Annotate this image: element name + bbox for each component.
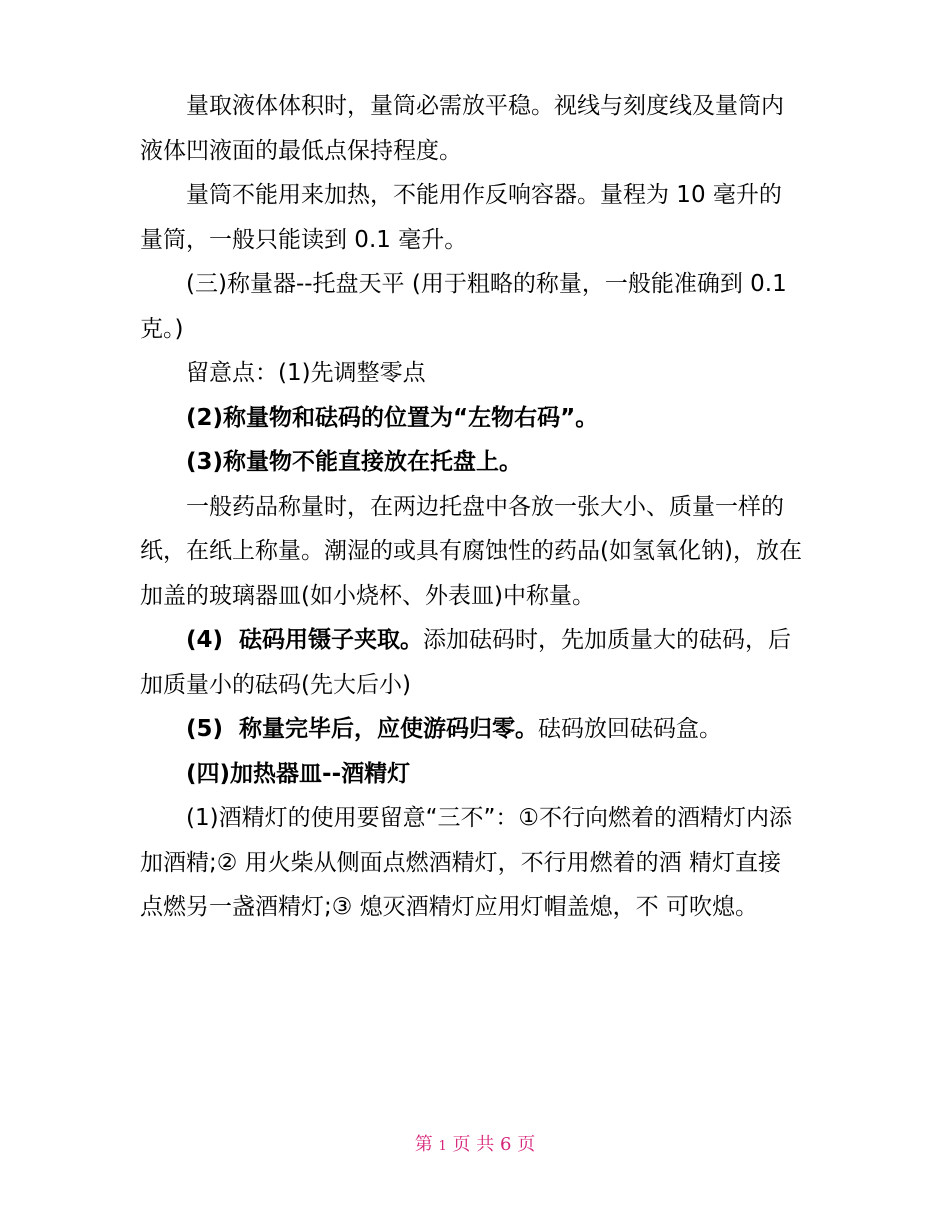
paragraph-note-reset-rider: (5) 称量完毕后，应使游码归零。砝码放回砝码盒。 bbox=[186, 716, 723, 742]
paragraph-graduated-cylinder-reading: 量取液体体积时，量筒必需放平稳。视线与刻度线及量筒内液体凹液面的最低点保持程度。 bbox=[140, 93, 784, 164]
paragraph-note-not-direct: (3)称量物不能直接放在托盘上。 bbox=[186, 449, 523, 475]
footer-page-number: 1 bbox=[438, 1139, 447, 1154]
paragraph-note-zero: 留意点：(1)先调整零点 bbox=[186, 360, 426, 386]
paragraph-note-tweezers: (4) 砝码用镊子夹取。添加砝码时，先加质量大的砝码，后加质量小的砝码(先大后小) bbox=[140, 627, 792, 698]
paragraph-alcohol-lamp-rules: (1)酒精灯的使用要留意“三不”：①不行向燃着的酒精灯内添加酒精;② 用火柴从侧面点燃酒精灯，不行用燃着的酒 精灯直接点燃另一盏酒精灯;③ 熄灭酒精灯应用灯帽盖熄，不 可吹熄。 bbox=[140, 805, 793, 920]
page-footer bbox=[0, 1133, 950, 1159]
paragraph-weighing-paper: 一般药品称量时，在两边托盘中各放一张大小、质量一样的纸，在纸上称量。潮湿的或具有腐蚀性的药品(如氢氧化钠)，放在加盖的玻璃器皿(如小烧杯、外表皿)中称量。 bbox=[140, 493, 802, 609]
paragraph-graduated-cylinder-precision: 量筒不能用来加热，不能用作反响容器。量程为 10 毫升的量筒，一般只能读到 0.1 毫升。 bbox=[140, 182, 782, 253]
paragraph-alcohol-lamp-heading: (四)加热器皿--酒精灯 bbox=[186, 760, 411, 787]
footer-suffix: 页 bbox=[517, 1134, 536, 1155]
paragraph-balance-heading: (三)称量器--托盘天平 (用于粗略的称量，一般能准确到 0.1 克。) bbox=[140, 271, 795, 342]
footer-total-pages: 6 bbox=[500, 1134, 512, 1155]
document-body bbox=[140, 84, 802, 930]
paragraph-note-left-right: (2)称量物和砝码的位置为“左物右码”。 bbox=[186, 404, 599, 431]
footer-prefix: 第 bbox=[414, 1134, 433, 1155]
footer-middle: 页 共 bbox=[452, 1134, 495, 1155]
